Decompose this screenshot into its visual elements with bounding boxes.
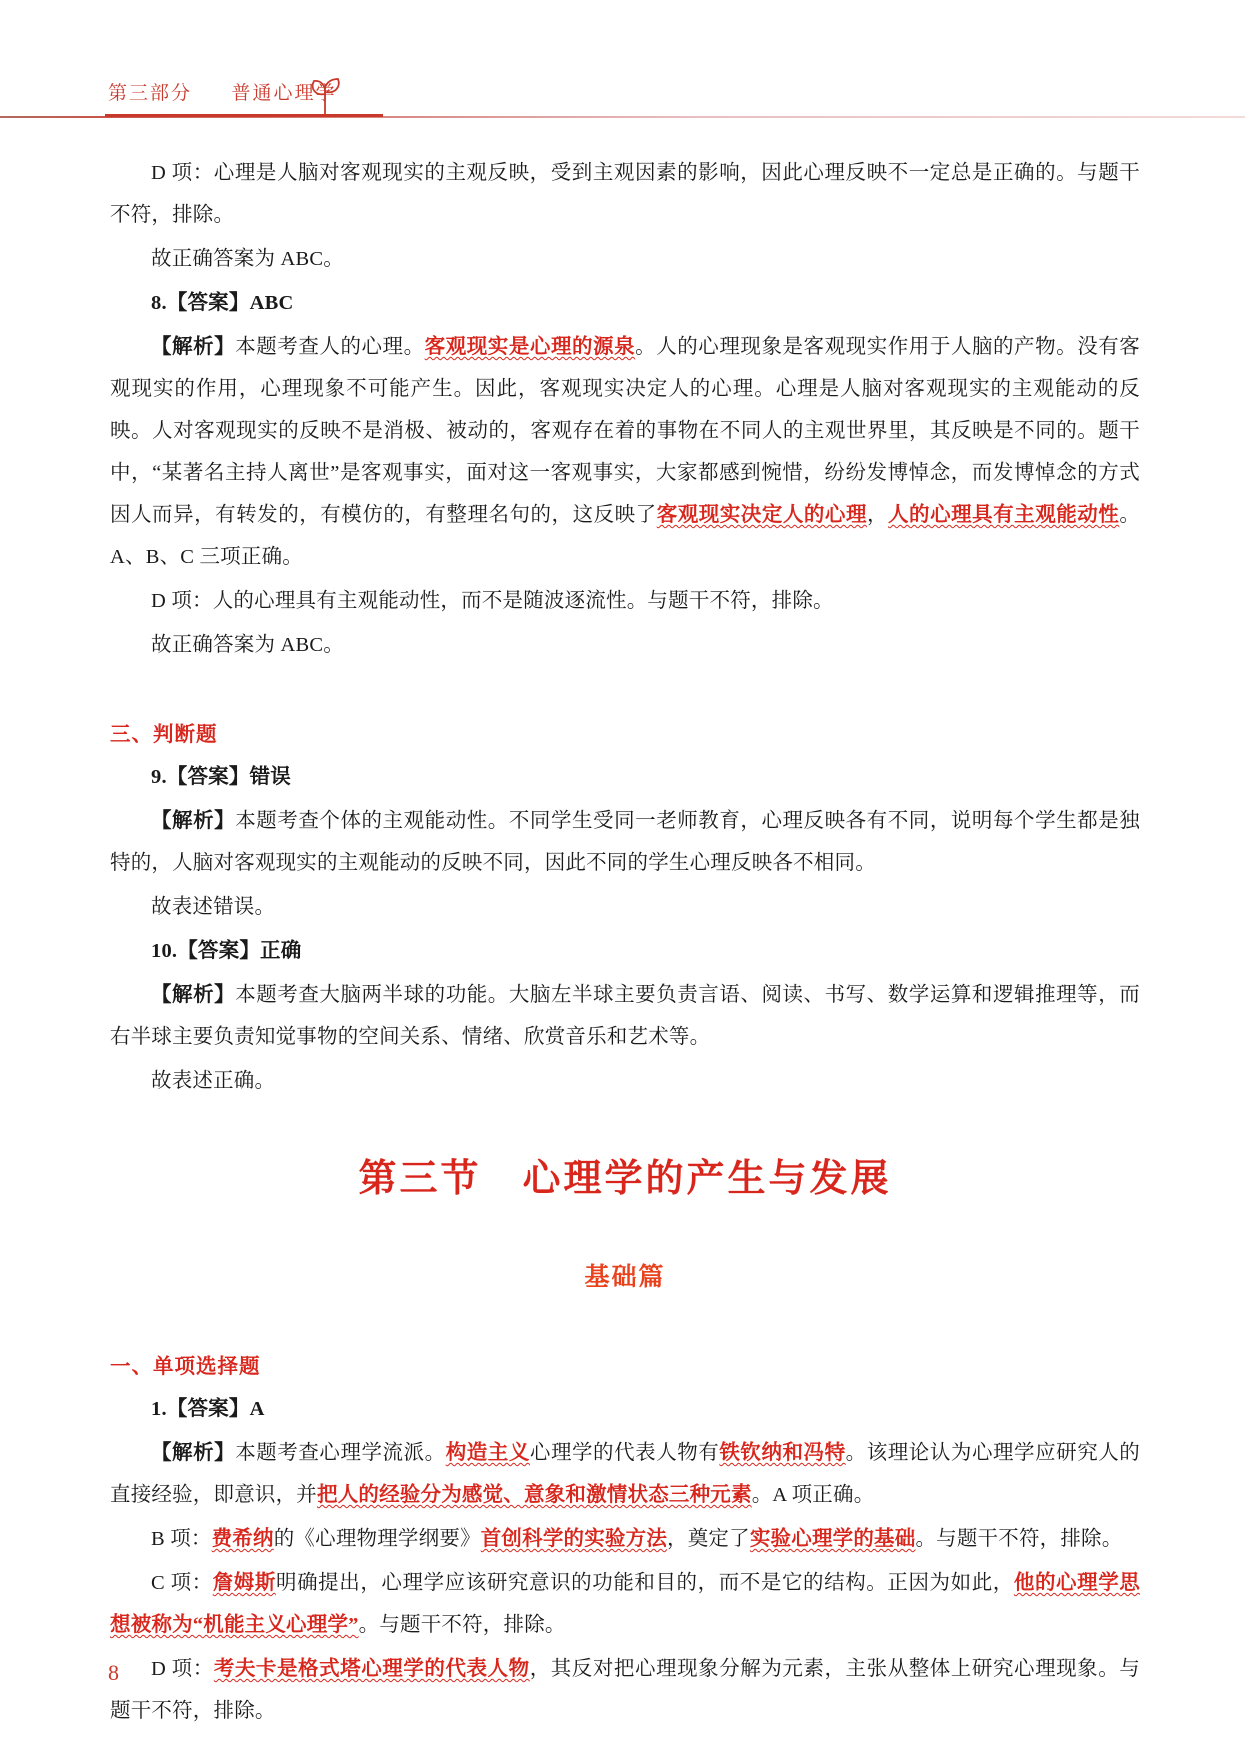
body-paragraph — [110, 326, 1140, 578]
section-label: 一、单项选择题 — [110, 1356, 261, 1378]
body-paragraph — [110, 1060, 1140, 1102]
text-run: D 项：人的心理具有主观能动性，而不是随波逐流性。与题干不符，排除。 — [151, 590, 834, 612]
section-heading: 第三节 心理学的产生与发展 — [358, 1158, 892, 1200]
text-run: 本题考查个体的主观能动性。不同学生受同一老师教育，心理反映各有不同，说明每个学生都是独特的，人脑对客观现实的主观能动的反映不同，因此不同的学生心理反映各不相同。 — [110, 810, 1140, 874]
body-paragraph — [110, 1518, 1140, 1560]
body-paragraph — [110, 282, 1140, 324]
text-run: D 项：心理是人脑对客观现实的主观反映，受到主观因素的影响，因此心理反映不一定总是正确的。与题干不符，排除。 — [110, 162, 1140, 226]
text-run: 故表述正确。 — [151, 1070, 276, 1092]
label-text: 9.【答案】错误 — [151, 766, 291, 788]
header-part-label: 第三部分 — [108, 83, 193, 104]
header-divider-accent — [105, 114, 383, 117]
header-title-group — [108, 78, 337, 105]
vertical-spacer — [110, 1104, 1140, 1150]
page-number: 8 — [108, 1660, 119, 1685]
text-run: 本题考查人的心理。 — [235, 336, 425, 358]
text-run: ，奠定了 — [667, 1528, 750, 1550]
text-run: 故表述错误。 — [151, 896, 276, 918]
vertical-spacer — [110, 668, 1140, 714]
text-run: 。A、B、C 三项正确。 — [110, 504, 1141, 568]
header-subject-label: 普通心理学 — [231, 83, 337, 104]
text-run: 明确提出，心理学应该研究意识的功能和目的，而不是它的结构。正因为如此， — [276, 1572, 1014, 1594]
body-paragraph — [110, 238, 1140, 280]
text-run: 。与题干不符，排除。 — [915, 1528, 1123, 1550]
label-text: 【解析】 — [151, 1442, 236, 1464]
label-text: 10.【答案】正确 — [151, 940, 302, 962]
body-paragraph — [110, 624, 1140, 666]
subsection-heading: 基础篇 — [584, 1263, 666, 1291]
text-run: 的《心理物理学纲要》 — [273, 1528, 481, 1550]
body-paragraph — [110, 974, 1140, 1058]
body-paragraph — [110, 1388, 1140, 1430]
emphasis-text: 铁钦纳和冯特 — [719, 1442, 846, 1464]
sprout-icon — [305, 74, 345, 116]
vertical-spacer — [110, 1300, 1140, 1346]
label-text: 1.【答案】A — [151, 1398, 265, 1420]
text-run: D 项： — [151, 1658, 214, 1680]
emphasis-text: 构造主义 — [445, 1442, 530, 1464]
text-run: 故正确答案为 ABC。 — [151, 634, 344, 656]
text-run: 本题考查心理学流派。 — [235, 1442, 446, 1464]
emphasis-text: 实验心理学的基础 — [749, 1528, 916, 1550]
vertical-spacer — [110, 1208, 1140, 1254]
text-run: 心理学的代表人物有 — [529, 1442, 720, 1464]
label-text: 8.【答案】ABC — [151, 292, 294, 314]
emphasis-text: 客观现实决定人的心理 — [656, 504, 867, 526]
body-paragraph — [110, 1432, 1140, 1516]
body-paragraph — [110, 1648, 1140, 1732]
text-run: 。人的心理现象是客观现实作用于人脑的产物。没有客观现实的作用，心理现象不可能产生。因此，客观现实决定人的心理。心理是人脑对客观现实的主观能动的反映。人对客观现实的反映不是消极、被动的，客观存在着的事物在不同人的主观世界里，其反映是不同的。题干中，“某著名主持人离世”是客观事实，面对这一客观事实，大家都感到惋惜，纷纷发博悼念，而发博悼念的方式因人而异，有转发的，有模仿的，有整理名句的，这反映了 — [110, 336, 1140, 526]
emphasis-text: 他的心理学思想被称为“机能主义心理学” — [110, 1572, 1140, 1636]
text-run: 。该理论认为心理学应研究人的直接经验，即意识，并 — [110, 1442, 1140, 1506]
emphasis-text: 客观现实是心理的源泉 — [424, 336, 636, 358]
body-paragraph — [110, 580, 1140, 622]
body-paragraph — [110, 756, 1140, 798]
emphasis-text: 詹姆斯 — [212, 1572, 276, 1594]
text-run: ，其反对把心理现象分解为元素，主张从整体上研究心理现象。与题干不符，排除。 — [110, 1658, 1141, 1722]
emphasis-text: 把人的经验分为感觉、意象和激情状态三种元素 — [317, 1484, 752, 1506]
text-run: C 项： — [151, 1572, 213, 1594]
text-run: 故正确答案为 ABC。 — [151, 248, 344, 270]
body-paragraph — [110, 152, 1140, 236]
text-run: B 项： — [151, 1528, 212, 1550]
label-text: 【解析】 — [151, 984, 236, 1006]
label-text: 【解析】 — [151, 336, 236, 358]
body-paragraph — [110, 800, 1140, 884]
running-header — [0, 72, 1245, 132]
body-paragraph — [110, 930, 1140, 972]
emphasis-text: 考夫卡是格式塔心理学的代表人物 — [213, 1658, 530, 1680]
text-run: 本题考查大脑两半球的功能。大脑左半球主要负责言语、阅读、书写、数学运算和逻辑推理等，而右半球主要负责知觉事物的空间关系、情绪、欣赏音乐和艺术等。 — [110, 984, 1140, 1048]
emphasis-text: 首创科学的实验方法 — [480, 1528, 668, 1550]
body-paragraph — [110, 1562, 1140, 1646]
label-text: 【解析】 — [151, 810, 236, 832]
text-run: 。与题干不符，排除。 — [358, 1614, 566, 1636]
body-paragraph — [110, 886, 1140, 928]
document-body — [110, 152, 1140, 1734]
text-run: ， — [866, 504, 889, 526]
section-label: 三、判断题 — [110, 724, 218, 746]
emphasis-text: 人的心理具有主观能动性 — [888, 504, 1120, 526]
text-run: 。A 项正确。 — [751, 1484, 875, 1506]
emphasis-text: 费希纳 — [211, 1528, 274, 1550]
